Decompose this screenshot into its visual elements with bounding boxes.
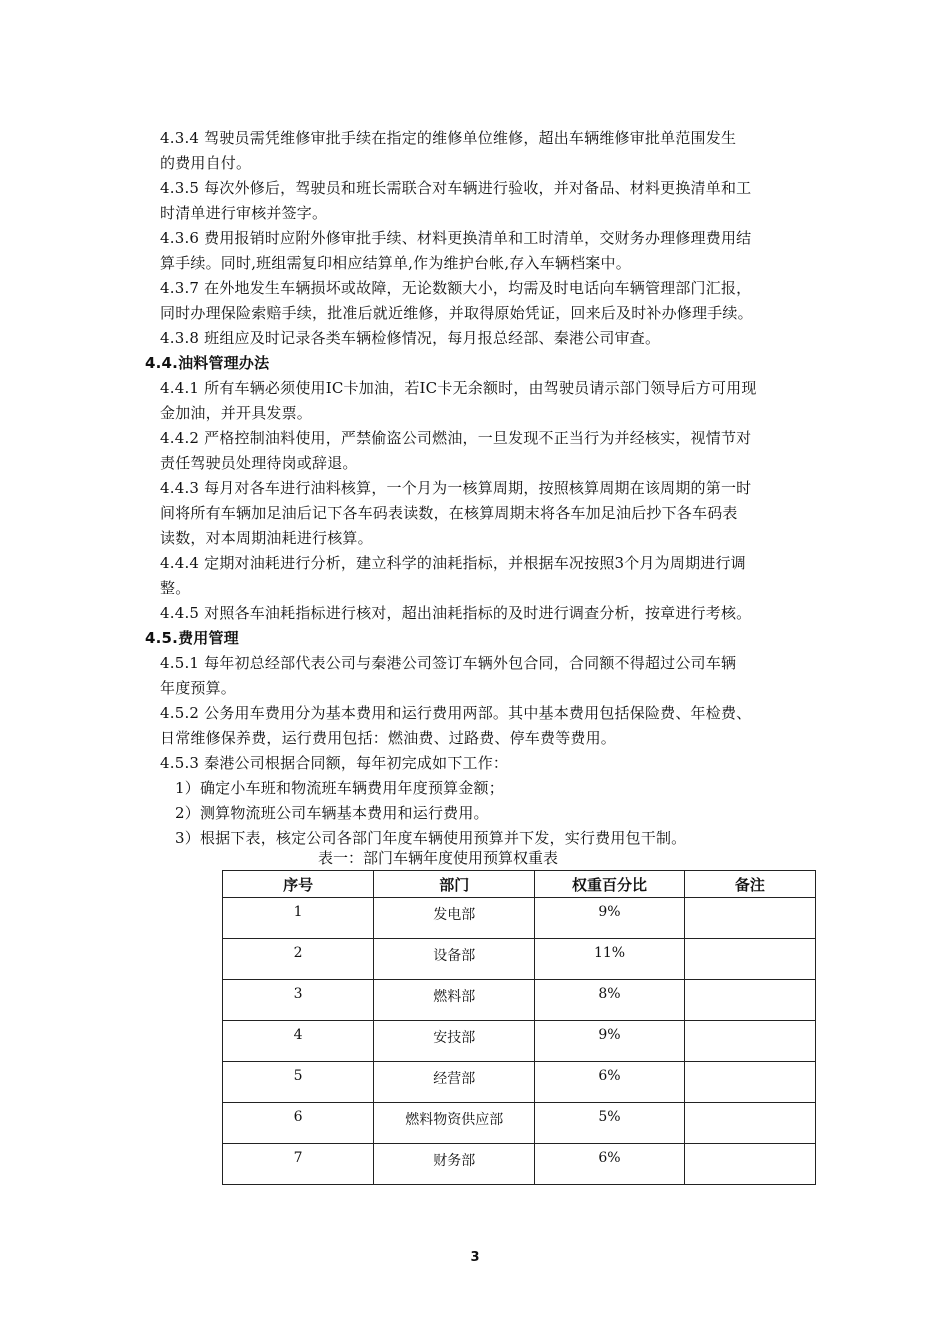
page-number: 3 (470, 1250, 480, 1265)
cell-department: 燃料部 (374, 980, 535, 1021)
header-department: 部门 (374, 871, 535, 898)
paragraph-line: 的费用自付。 (160, 154, 252, 172)
paragraph-line: 读数，对本周期油耗进行核算。 (160, 529, 373, 547)
cell-department: 财务部 (374, 1144, 535, 1185)
cell-weight: 6% (535, 1062, 684, 1103)
list-item: 2）测算物流班公司车辆基本费用和运行费用。 (175, 804, 489, 822)
section-heading-4-5: 4.5.费用管理 (145, 629, 239, 647)
cell-department: 经营部 (374, 1062, 535, 1103)
cell-weight: 6% (535, 1144, 684, 1185)
cell-weight: 11% (535, 939, 684, 980)
cell-index: 5 (223, 1062, 374, 1103)
paragraph-line: 4.4.5 对照各车油耗指标进行核对，超出油耗指标的及时进行调查分析，按章进行考核。 (160, 604, 752, 622)
cell-department: 设备部 (374, 939, 535, 980)
paragraph-line: 4.4.1 所有车辆必须使用IC卡加油，若IC卡无余额时，由驾驶员请示部门领导后方可用现 (160, 379, 757, 397)
section-heading-4-4: 4.4.油料管理办法 (145, 354, 270, 372)
cell-remark (684, 1103, 815, 1144)
cell-index: 1 (223, 898, 374, 939)
cell-index: 4 (223, 1021, 374, 1062)
paragraph-line: 年度预算。 (160, 679, 237, 697)
table-row (223, 898, 816, 939)
cell-remark (684, 1021, 815, 1062)
paragraph-line: 4.3.8 班组应及时记录各类车辆检修情况，每月报总经部、秦港公司审查。 (160, 329, 661, 347)
paragraph-line: 金加油，并开具发票。 (160, 404, 313, 422)
paragraph-line: 责任驾驶员处理待岗或辞退。 (160, 454, 358, 472)
table-row (223, 980, 816, 1021)
paragraph-line: 4.4.4 定期对油耗进行分析，建立科学的油耗指标，并根据车况按照3个月为周期进行调 (160, 554, 746, 572)
paragraph-line: 4.3.5 每次外修后，驾驶员和班长需联合对车辆进行验收，并对备品、材料更换清单和工 (160, 179, 752, 197)
paragraph-line: 间将所有车辆加足油后记下各车码表读数，在核算周期末将各车加足油后抄下各车码表 (160, 504, 738, 522)
paragraph-line: 4.5.1 每年初总经部代表公司与秦港公司签订车辆外包合同，合同额不得超过公司车辆 (160, 654, 737, 672)
table-row (223, 1103, 816, 1144)
paragraph-line: 同时办理保险索赔手续，批准后就近维修，并取得原始凭证，回来后及时补办修理手续。 (160, 304, 753, 322)
budget-weight-table (222, 870, 816, 1185)
cell-remark (684, 939, 815, 980)
table-row (223, 1021, 816, 1062)
paragraph-line: 4.4.2 严格控制油料使用，严禁偷盗公司燃油，一旦发现不正当行为并经核实，视情节对 (160, 429, 752, 447)
cell-weight: 5% (535, 1103, 684, 1144)
paragraph-line: 4.4.3 每月对各车进行油料核算，一个月为一核算周期，按照核算周期在该周期的第一时 (160, 479, 752, 497)
table-row (223, 1144, 816, 1185)
paragraph-line: 4.5.3 秦港公司根据合同额，每年初完成如下工作： (160, 754, 509, 772)
table-row (223, 939, 816, 980)
table-caption: 表一：部门车辆年度使用预算权重表 (318, 849, 559, 867)
paragraph-line: 4.3.4 驾驶员需凭维修审批手续在指定的维修单位维修，超出车辆维修审批单范围发生 (160, 129, 737, 147)
cell-remark (684, 898, 815, 939)
cell-department: 安技部 (374, 1021, 535, 1062)
paragraph-line: 时清单进行审核并签字。 (160, 204, 328, 222)
cell-weight: 9% (535, 1021, 684, 1062)
cell-department: 发电部 (374, 898, 535, 939)
list-item: 1）确定小车班和物流班车辆费用年度预算金额； (175, 779, 504, 797)
paragraph-line: 算手续。同时,班组需复印相应结算单,作为维护台帐,存入车辆档案中。 (160, 254, 631, 272)
paragraph-line: 整。 (160, 579, 191, 597)
header-remark: 备注 (684, 871, 815, 898)
paragraph-line: 日常维修保养费，运行费用包括：燃油费、过路费、停车费等费用。 (160, 729, 617, 747)
cell-index: 3 (223, 980, 374, 1021)
cell-remark (684, 1144, 815, 1185)
table-header-row (223, 871, 816, 898)
list-item: 3）根据下表，核定公司各部门年度车辆使用预算并下发，实行费用包干制。 (175, 829, 687, 847)
cell-weight: 9% (535, 898, 684, 939)
cell-remark (684, 1062, 815, 1103)
table-row (223, 1062, 816, 1103)
cell-department: 燃料物资供应部 (374, 1103, 535, 1144)
cell-index: 7 (223, 1144, 374, 1185)
header-weight: 权重百分比 (535, 871, 684, 898)
cell-index: 2 (223, 939, 374, 980)
paragraph-line: 4.3.6 费用报销时应附外修审批手续、材料更换清单和工时清单，交财务办理修理费用结 (160, 229, 752, 247)
cell-remark (684, 980, 815, 1021)
cell-weight: 8% (535, 980, 684, 1021)
paragraph-line: 4.5.2 公务用车费用分为基本费用和运行费用两部。其中基本费用包括保险费、年检费、 (160, 704, 752, 722)
paragraph-line: 4.3.7 在外地发生车辆损坏或故障，无论数额大小，均需及时电话向车辆管理部门汇报， (160, 279, 752, 297)
header-index: 序号 (223, 871, 374, 898)
cell-index: 6 (223, 1103, 374, 1144)
